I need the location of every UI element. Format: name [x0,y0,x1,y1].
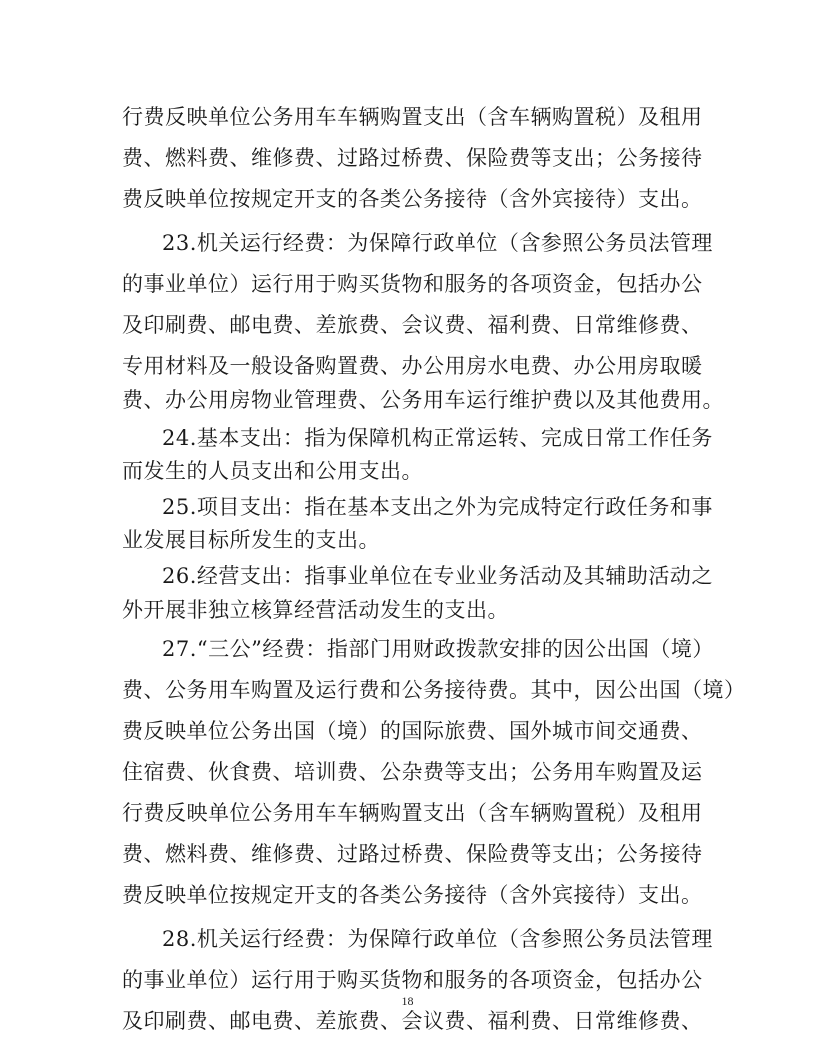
text-line: 行费反映单位公务用车车辆购置支出（含车辆购置税）及租用 [122,105,703,129]
paragraph-28-start: 28.机关运行经费：为保障行政单位（含参照公务员法管理 [162,927,713,951]
text-line: 及印刷费、邮电费、差旅费、会议费、福利费、日常维修费、 [122,1009,703,1033]
text-line: 及印刷费、邮电费、差旅费、会议费、福利费、日常维修费、 [122,313,703,337]
text-line: 外开展非独立核算经营活动发生的支出。 [122,598,509,622]
text-line: 专用材料及一般设备购置费、办公用房水电费、办公用房取暖 [122,354,703,378]
text-line: 费反映单位公务出国（境）的国际旅费、国外城市间交通费、 [122,719,703,743]
paragraph-26-start: 26.经营支出：指事业单位在专业业务活动及其辅助活动之 [162,564,713,588]
paragraph-27-start: 27.“三公”经费：指部门用财政拨款安排的因公出国（境） [162,637,714,661]
paragraph-24-start: 24.基本支出：指为保障机构正常运转、完成日常工作任务 [162,426,713,450]
paragraph-23-start: 23.机关运行经费：为保障行政单位（含参照公务员法管理 [162,231,713,255]
text-line: 费、公务用车购置及运行费和公务接待费。其中，因公出国（境） [122,678,746,702]
text-line: 费、燃料费、维修费、过路过桥费、保险费等支出；公务接待 [122,146,703,170]
text-line: 费、办公用房物业管理费、公务用车运行维护费以及其他费用。 [122,388,724,412]
text-line: 的事业单位）运行用于购买货物和服务的各项资金，包括办公 [122,272,703,296]
text-line: 行费反映单位公务用车车辆购置支出（含车辆购置税）及租用 [122,801,703,825]
text-line: 费反映单位按规定开支的各类公务接待（含外宾接待）支出。 [122,187,703,211]
text-line: 住宿费、伙食费、培训费、公杂费等支出；公务用车购置及运 [122,760,703,784]
text-line: 而发生的人员支出和公用支出。 [122,459,423,483]
text-line: 费反映单位按规定开支的各类公务接待（含外宾接待）支出。 [122,883,703,907]
text-line: 的事业单位）运行用于购买货物和服务的各项资金，包括办公 [122,968,703,992]
text-line: 业发展目标所发生的支出。 [122,528,380,552]
text-line: 费、燃料费、维修费、过路过桥费、保险费等支出；公务接待 [122,842,703,866]
paragraph-25-start: 25.项目支出：指在基本支出之外为完成特定行政任务和事 [162,495,713,519]
page-number: 18 [401,994,414,1008]
